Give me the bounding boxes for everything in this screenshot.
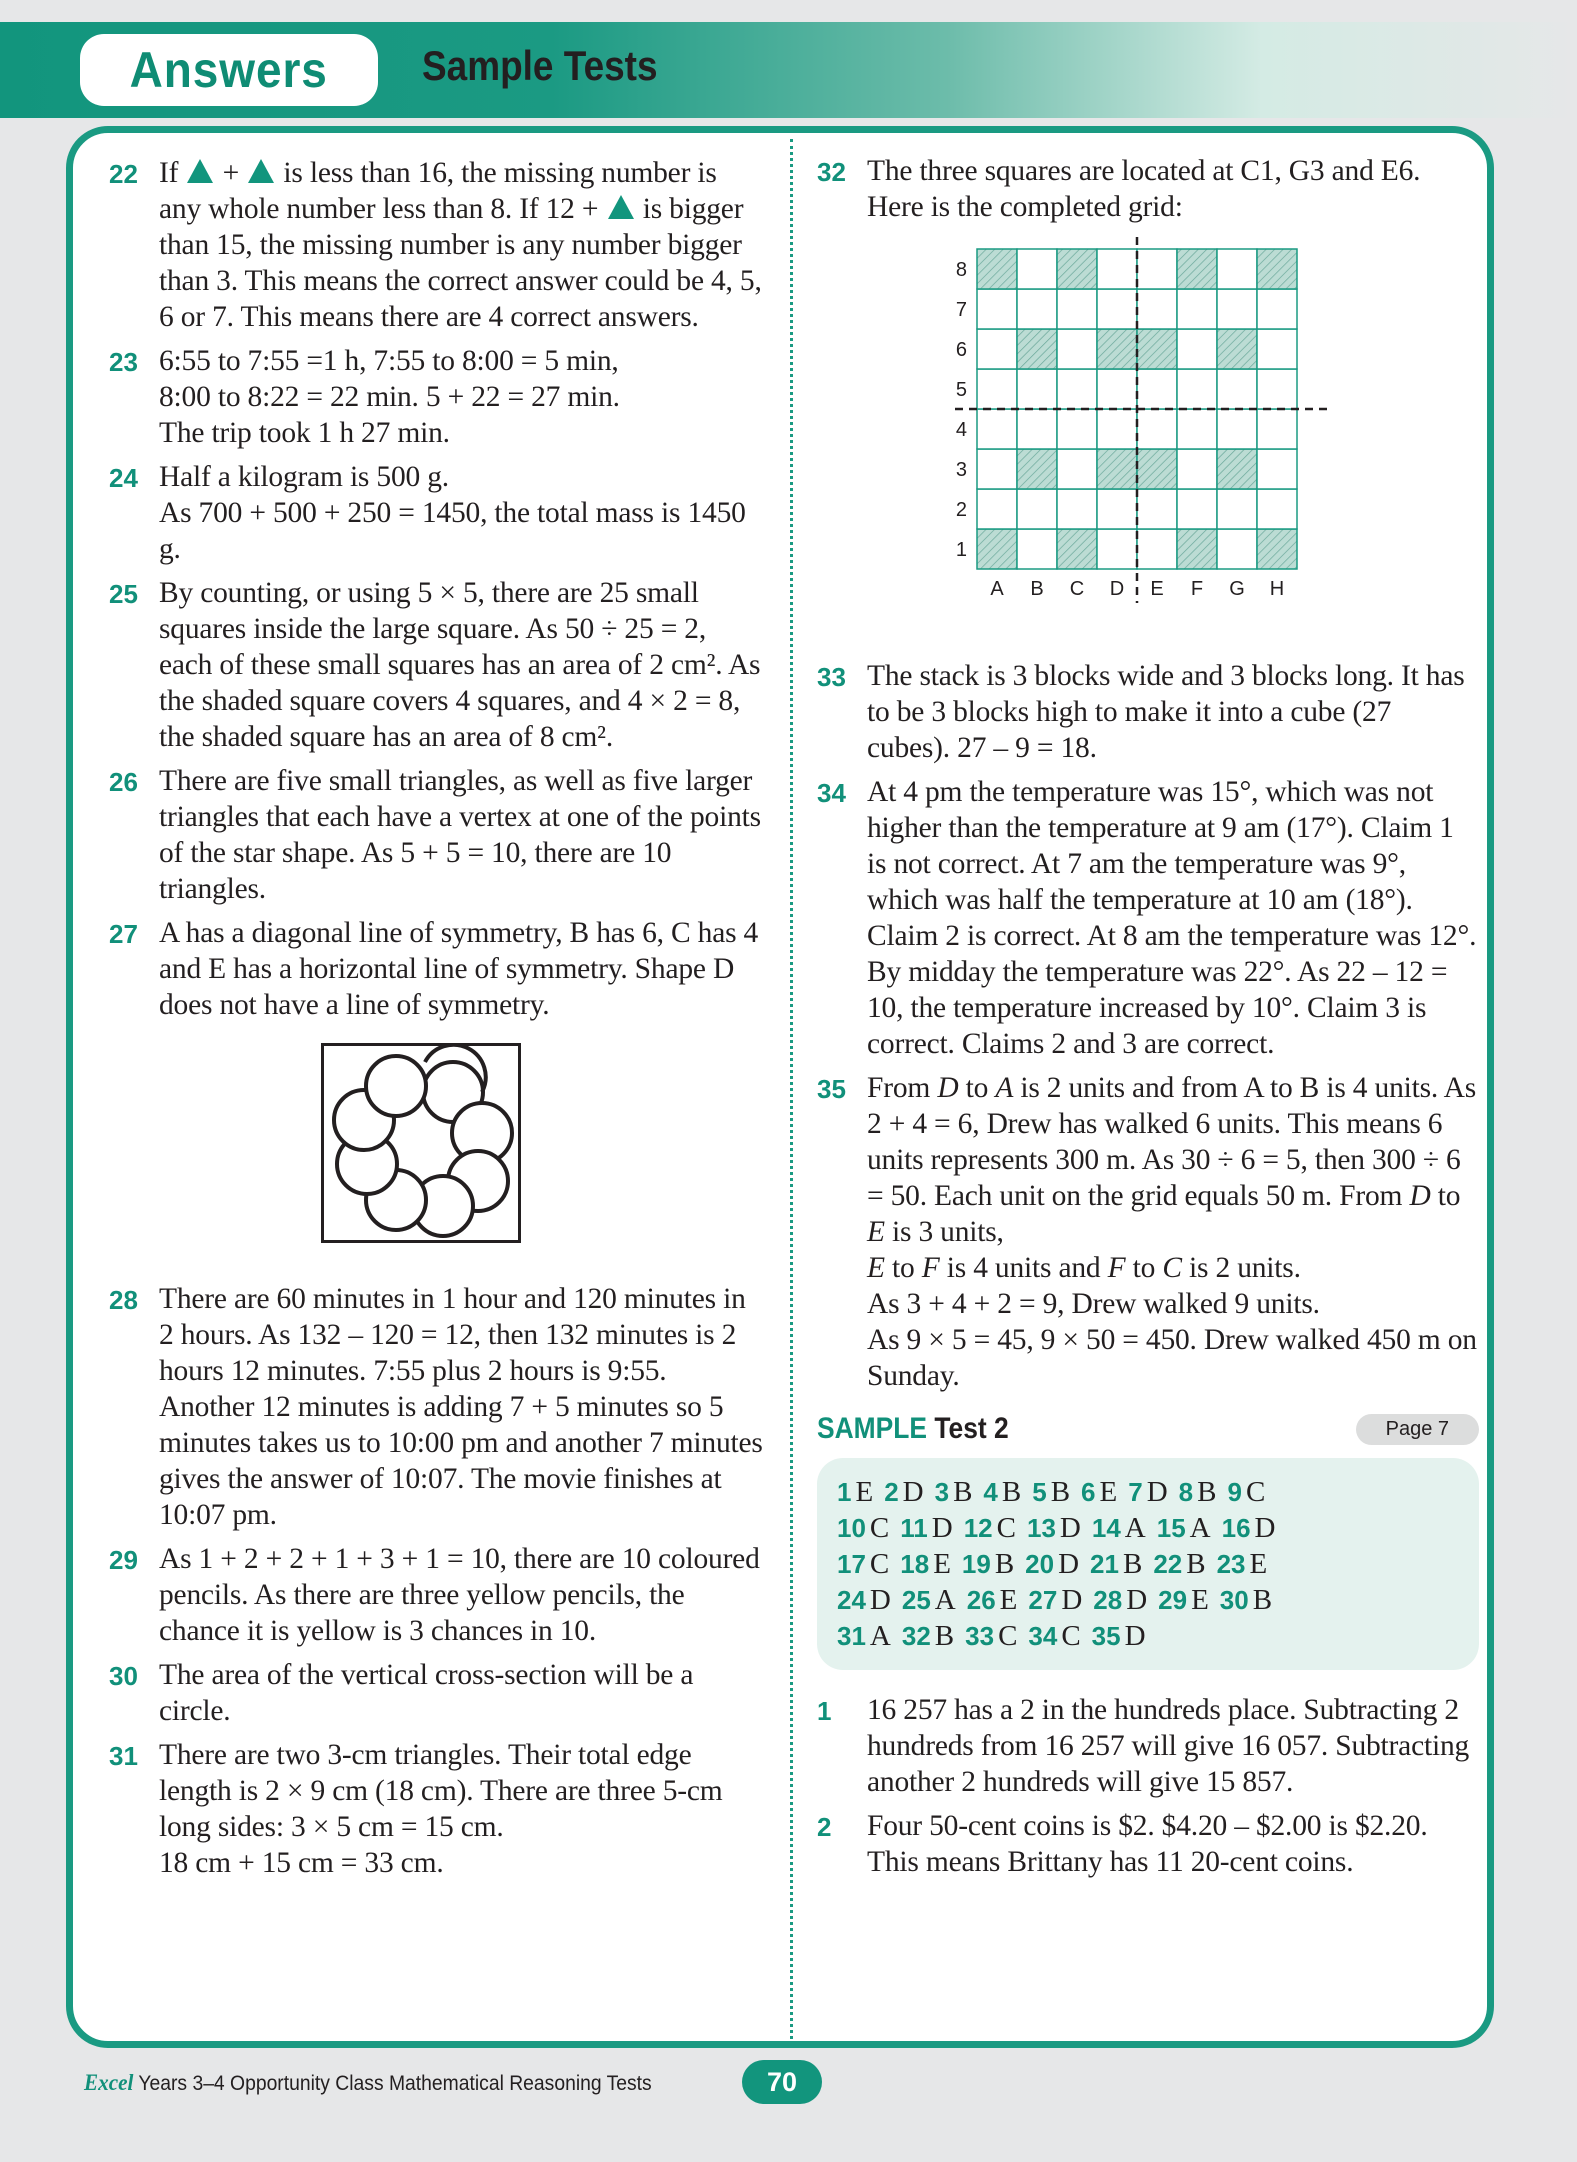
- answer-key-letter: B: [1050, 1476, 1071, 1508]
- answers-tab: [80, 34, 378, 106]
- circles-drawing: [324, 1046, 518, 1240]
- item-number: 32: [817, 157, 846, 187]
- answer-key-entry: [1090, 1548, 1142, 1580]
- grid-cell: [1017, 409, 1057, 449]
- answer-key-entry: [983, 1476, 1021, 1508]
- answer-key-letter: C: [869, 1512, 890, 1544]
- answer-key-number: 11: [900, 1513, 928, 1543]
- answer-key-entry: [837, 1548, 889, 1580]
- grid-cell-shaded: [1057, 249, 1097, 289]
- brand-name: Excel: [84, 2070, 134, 2095]
- answer-key-entry: [1222, 1512, 1276, 1544]
- item-number: 27: [109, 919, 138, 949]
- grid-cell-shaded: [1017, 329, 1057, 369]
- answer-key-number: 6: [1081, 1477, 1096, 1507]
- answer-key-entry: [900, 1512, 952, 1544]
- answer-key-entry: [1093, 1584, 1147, 1616]
- answer-key-number: 9: [1227, 1477, 1242, 1507]
- item-text: By counting, or using 5 × 5, there are 25 small squares inside the large square. As 50 ÷ 25 = 2, each of these small squares has an area of 2 cm². As the shaded square covers 4 squares, and 4 × 2 = 8, the shaded square has an area of 8 cm².: [159, 577, 761, 753]
- answer-key-number: 2: [884, 1477, 899, 1507]
- grid-cell: [1137, 409, 1177, 449]
- sample-test-2-item-1: [817, 1692, 1479, 1800]
- answer-key-row: [837, 1546, 1461, 1582]
- answer-item-28: [109, 1281, 764, 1533]
- answer-key-entry: [1153, 1548, 1205, 1580]
- answer-key-number: 28: [1093, 1585, 1123, 1615]
- grid-cell: [1217, 249, 1257, 289]
- grid-cell: [1257, 289, 1297, 329]
- grid-cell: [1137, 489, 1177, 529]
- answer-key-row: [837, 1618, 1461, 1654]
- answer-item-24: [109, 459, 764, 567]
- answer-key-letter: A: [1189, 1512, 1211, 1544]
- answer-key-number: 25: [901, 1585, 931, 1615]
- grid-cell: [1257, 489, 1297, 529]
- answer-key-letter: A: [869, 1620, 891, 1652]
- answer-item-27: [109, 915, 764, 1023]
- answer-item-33: [817, 658, 1479, 766]
- grid-cell: [1017, 289, 1057, 329]
- grid-cell: [1017, 529, 1057, 569]
- item-number: 30: [109, 1661, 138, 1691]
- answer-key-box: [817, 1458, 1479, 1670]
- grid-row-label: 1: [955, 539, 967, 561]
- grid-cell: [977, 369, 1017, 409]
- grid-cell: [1097, 249, 1137, 289]
- answer-key-letter: E: [933, 1548, 951, 1580]
- grid-cell-shaded: [1177, 249, 1217, 289]
- answer-key-number: 23: [1216, 1549, 1246, 1579]
- item-text: The stack is 3 blocks wide and 3 blocks long. It has to be 3 blocks high to make it into a cube (27 cubes). 27 – 9 = 18.: [867, 660, 1465, 764]
- item-text: There are five small triangles, as well as five larger triangles that each have a vertex at one of the points of the star shape. As 5 + 5 = 10, there are 10 triangles.: [159, 765, 761, 905]
- item-text: As 1 + 2 + 2 + 1 + 3 + 1 = 10, there are 10 coloured pencils. As there are three yellow pencils, the chance it is yellow is 3 chances in 10.: [159, 1543, 760, 1647]
- grid-cell: [1217, 529, 1257, 569]
- answer-key-letter: B: [934, 1620, 955, 1652]
- page-reference-badge: Page 7: [1356, 1414, 1479, 1445]
- grid-row-label: 4: [955, 419, 967, 441]
- grid-cell-shaded: [1257, 249, 1297, 289]
- rotational-circles-figure: [321, 1043, 521, 1243]
- grid-cell: [977, 449, 1017, 489]
- item-text: The area of the vertical cross-section will be a circle.: [159, 1659, 694, 1727]
- grid-column-label: D: [1109, 578, 1125, 600]
- answer-key-entry: [1158, 1584, 1209, 1616]
- answer-key-number: 5: [1032, 1477, 1047, 1507]
- grid-cell: [1137, 249, 1177, 289]
- answer-key-letter: D: [1059, 1512, 1081, 1544]
- item-number: 1: [817, 1696, 832, 1726]
- grid-cell: [1177, 449, 1217, 489]
- item-number: 34: [817, 778, 846, 808]
- answer-item-35: [817, 1070, 1479, 1394]
- grid-cell: [1177, 489, 1217, 529]
- grid-cell-shaded: [1217, 449, 1257, 489]
- answer-key-letter: C: [996, 1512, 1016, 1544]
- grid-cell: [1057, 409, 1097, 449]
- grid-cell: [977, 489, 1017, 529]
- answer-key-number: 15: [1156, 1513, 1186, 1543]
- answer-item-26: [109, 763, 764, 907]
- grid-cell-shaded: [977, 249, 1017, 289]
- answer-key-entry: [965, 1620, 1017, 1652]
- answer-key-entry: [1179, 1476, 1217, 1508]
- answer-key-entry: [837, 1584, 891, 1616]
- page-number: 70: [742, 2060, 822, 2104]
- answers-tab-label: Answers: [129, 42, 329, 98]
- grid-cell-shaded: [1137, 329, 1177, 369]
- answer-key-entry: [1028, 1584, 1082, 1616]
- grid-cell: [1257, 369, 1297, 409]
- answer-key-letter: B: [953, 1476, 973, 1508]
- answer-key-entry: [900, 1548, 951, 1580]
- grid-cell: [1177, 369, 1217, 409]
- grid-cell-shaded: [1257, 529, 1297, 569]
- answer-key-number: 27: [1028, 1585, 1058, 1615]
- grid-row-label: 7: [955, 299, 967, 321]
- answer-item-31: [109, 1737, 764, 1881]
- answer-key-entry: [964, 1512, 1016, 1544]
- answer-key-letter: D: [931, 1512, 953, 1544]
- answer-key-letter: A: [934, 1584, 956, 1616]
- answer-key-letter: D: [869, 1584, 891, 1616]
- answer-key-number: 13: [1026, 1513, 1056, 1543]
- grid-cell: [1257, 449, 1297, 489]
- answer-item-25: [109, 575, 764, 755]
- answer-key-number: 8: [1178, 1477, 1194, 1507]
- answer-key-letter: D: [1126, 1584, 1148, 1616]
- answer-key-letter: E: [1099, 1476, 1118, 1508]
- item-number: 35: [817, 1074, 846, 1104]
- answer-key-number: 30: [1219, 1585, 1249, 1615]
- grid-column-label: G: [1229, 578, 1245, 600]
- grid-row-label: 8: [955, 259, 967, 281]
- answer-key-row: [837, 1510, 1461, 1546]
- item-text: There are 60 minutes in 1 hour and 120 minutes in 2 hours. As 132 – 120 = 12, then 132 minutes is 2 hours 12 minutes. 7:55 plus 2 hours is 9:55. Another 12 minutes is adding 7 + 5 minutes so 5 minutes takes us to 10:00 pm and another 7 minutes gives the answer of 10:07. The movie finishes at 10:07 pm.: [159, 1283, 763, 1531]
- grid-cell: [1097, 529, 1137, 569]
- answer-key-entry: [1025, 1548, 1079, 1580]
- section-title: Sample Tests: [422, 42, 658, 89]
- item-text: 6:55 to 7:55 =1 h, 7:55 to 8:00 = 5 min, 8:00 to 8:22 = 22 min. 5 + 22 = 27 min. The trip took 1 h 27 min.: [159, 345, 620, 449]
- answer-key-letter: C: [1061, 1620, 1081, 1652]
- sample-test-2-item-2: [817, 1808, 1479, 1880]
- triangle-icon: [248, 159, 274, 183]
- grid-cell: [1097, 489, 1137, 529]
- answer-key-entry: [837, 1512, 889, 1544]
- answer-key-number: 34: [1028, 1621, 1058, 1651]
- answer-key-number: 12: [963, 1513, 993, 1543]
- answer-key-letter: B: [1252, 1584, 1273, 1616]
- grid-cell: [1177, 289, 1217, 329]
- grid-column-label: F: [1190, 578, 1204, 600]
- symmetry-grid-figure: [947, 237, 1479, 642]
- answer-key-number: 26: [966, 1585, 996, 1615]
- answer-key-number: 33: [965, 1621, 995, 1651]
- answer-key-entry: [1157, 1512, 1211, 1544]
- grid-cell: [1057, 369, 1097, 409]
- answer-key-entry: [1227, 1476, 1265, 1508]
- item-text: A has a diagonal line of symmetry, B has 6, C has 4 and E has a horizontal line of symmetry. Shape D does not have a line of symmetry.: [159, 917, 759, 1021]
- answer-key-number: 16: [1221, 1513, 1251, 1543]
- answer-key-letter: D: [1061, 1584, 1083, 1616]
- triangle-icon: [187, 159, 213, 183]
- grid-cell-shaded: [1017, 449, 1057, 489]
- grid-cell: [1137, 289, 1177, 329]
- answer-key-letter: B: [1186, 1548, 1206, 1580]
- column-divider: [790, 139, 793, 2039]
- grid-cell: [977, 409, 1017, 449]
- answer-key-entry: [962, 1548, 1014, 1580]
- item-number: 28: [109, 1285, 138, 1315]
- item-text: From D to A is 2 units and from A to B is 4 units. As 2 + 4 = 6, Drew has walked 6 units. This means 6 units represents 300 m. As 30 ÷ 6 = 5, then 300 ÷ 6 = 50. Each unit on the grid equals 50 m. From D to E is 3 units, E to F is 4 units and F to C is 2 units. As 3 + 4 + 2 = 9, Drew walked 9 units. As 9 × 5 = 45, 9 × 50 = 450. Drew walked 450 m on Sunday.: [867, 1072, 1477, 1392]
- grid-cell: [1137, 369, 1177, 409]
- grid-cell-shaded: [1097, 329, 1137, 369]
- item-text: At 4 pm the temperature was 15°, which was not higher than the temperature at 9 am (17°). Claim 1 is not correct. At 7 am the temperature was 9°, which was half the temperature at 10 am (18°). Claim 2 is correct. At 8 am the temperature was 12°. By midday the temperature was 22°. As 22 – 12 = 10, the temperature increased by 10°. Claim 3 is correct. Claims 2 and 3 are correct.: [867, 776, 1477, 1060]
- grid-cell: [1217, 489, 1257, 529]
- answer-key-letter: B: [1001, 1476, 1022, 1508]
- answer-key-row: [837, 1582, 1461, 1618]
- item-text: There are two 3-cm triangles. Their total edge length is 2 × 9 cm (18 cm). There are three 5-cm long sides: 3 × 5 cm = 15 cm. 18 cm + 15 cm = 33 cm.: [159, 1739, 723, 1879]
- item-number: 33: [817, 662, 846, 692]
- answer-key-number: 24: [837, 1585, 866, 1615]
- grid-cell: [1097, 409, 1137, 449]
- answer-key-number: 35: [1091, 1621, 1121, 1651]
- answer-key-letter: D: [902, 1476, 924, 1508]
- answer-key-number: 22: [1153, 1549, 1183, 1579]
- answer-key-entry: [902, 1620, 954, 1652]
- grid-row-label: 3: [955, 459, 967, 481]
- item-number: 29: [109, 1545, 138, 1575]
- grid-cell: [1017, 369, 1057, 409]
- answer-key-number: 31: [837, 1621, 866, 1651]
- answer-key-entry: [884, 1476, 923, 1508]
- answer-key-number: 29: [1158, 1585, 1188, 1615]
- answer-key-entry: [1081, 1476, 1117, 1508]
- footer-text: Years 3–4 Opportunity Class Mathematical Reasoning Tests: [133, 2072, 652, 2095]
- answer-key-number: 7: [1128, 1477, 1143, 1507]
- item-number: 2: [817, 1812, 832, 1842]
- answer-key-letter: B: [1197, 1476, 1217, 1508]
- item-number: 26: [109, 767, 138, 797]
- item-text: Half a kilogram is 500 g. As 700 + 500 + 250 = 1450, the total mass is 1450 g.: [159, 461, 746, 565]
- item-number: 24: [109, 463, 138, 493]
- item-text: 16 257 has a 2 in the hundreds place. Subtracting 2 hundreds from 16 257 will give 16 057. Subtracting another 2 hundreds will give 15 857.: [867, 1694, 1470, 1798]
- grid-cell-shaded: [1137, 449, 1177, 489]
- answer-key-entry: [837, 1620, 891, 1652]
- grid-column-label: H: [1269, 578, 1285, 600]
- answer-key-number: 17: [837, 1549, 866, 1579]
- item-number: 23: [109, 347, 138, 377]
- answer-key-letter: B: [994, 1548, 1015, 1580]
- grid-row-label: 6: [955, 339, 967, 361]
- grid-cell: [1057, 449, 1097, 489]
- grid-cell: [1217, 289, 1257, 329]
- item-text: If + is less than 16, the missing number is any whole number less than 8. If 12 + is bigger than 15, the missing number is any number bigger than 3. This means the correct answer could be 4, 5, 6 or 7. This means there are 4 correct answers.: [159, 157, 762, 333]
- item-text: Four 50-cent coins is $2. $4.20 – $2.00 is $2.20. This means Brittany has 11 20-cent coins.: [867, 1810, 1428, 1878]
- grid-cell: [977, 329, 1017, 369]
- sample-test-2-title: SAMPLE Test 2: [817, 1412, 1009, 1445]
- grid-cell-shaded: [1097, 449, 1137, 489]
- item-text: The three squares are located at C1, G3 and E6. Here is the completed grid:: [867, 155, 1421, 223]
- answer-key-entry: [1217, 1548, 1268, 1580]
- item-number: 25: [109, 579, 138, 609]
- grid-cell: [1257, 329, 1297, 369]
- answer-key-letter: B: [1122, 1548, 1143, 1580]
- answer-item-32: [817, 153, 1479, 225]
- grid-cell: [977, 289, 1017, 329]
- answer-key-entry: [902, 1584, 956, 1616]
- answer-item-34: [817, 774, 1479, 1062]
- grid-cell-shaded: [1057, 529, 1097, 569]
- answer-key-number: 10: [837, 1513, 866, 1543]
- answer-key-entry: [1028, 1620, 1080, 1652]
- answer-key-letter: D: [1254, 1512, 1276, 1544]
- answer-key-letter: E: [1191, 1584, 1209, 1616]
- page-header: [0, 22, 1577, 118]
- grid-row-label: 2: [955, 499, 967, 521]
- item-number: 22: [109, 159, 138, 189]
- page-footer: [84, 2070, 652, 2096]
- answer-key-letter: D: [1124, 1620, 1146, 1652]
- answer-key-entry: [1092, 1620, 1146, 1652]
- answer-item-29: [109, 1541, 764, 1649]
- answer-key-letter: C: [869, 1548, 890, 1580]
- triangle-icon: [608, 195, 634, 219]
- grid-column-label: A: [990, 578, 1004, 600]
- answer-item-30: [109, 1657, 764, 1729]
- grid-cell: [1057, 329, 1097, 369]
- answer-key-letter: C: [998, 1620, 1018, 1652]
- answer-key-entry: [837, 1476, 873, 1508]
- answer-key-letter: E: [1249, 1548, 1268, 1580]
- answer-key-letter: C: [1245, 1476, 1266, 1508]
- grid-cell: [1217, 409, 1257, 449]
- answer-key-letter: A: [1124, 1512, 1146, 1544]
- answer-key-number: 19: [961, 1549, 991, 1579]
- answer-key-number: 4: [983, 1477, 998, 1507]
- grid-cell-shaded: [977, 529, 1017, 569]
- grid-column-label: B: [1030, 578, 1044, 600]
- answer-key-number: 1: [837, 1477, 852, 1507]
- grid-cell: [1017, 489, 1057, 529]
- answer-key-row: [837, 1474, 1461, 1510]
- answer-key-entry: [1027, 1512, 1081, 1544]
- right-column: [817, 153, 1479, 1888]
- grid-cell-shaded: [1177, 529, 1217, 569]
- answer-item-23: [109, 343, 764, 451]
- grid-cell: [1097, 289, 1137, 329]
- answer-key-letter: D: [1058, 1548, 1080, 1580]
- grid-row-label: 5: [955, 379, 967, 401]
- grid-cell: [1137, 529, 1177, 569]
- grid-cell: [1057, 489, 1097, 529]
- answer-key-entry: [1032, 1476, 1070, 1508]
- sample-test-2-header: [817, 1412, 1479, 1446]
- grid-cell: [1177, 329, 1217, 369]
- answer-key-letter: D: [1146, 1476, 1168, 1508]
- grid-cell-shaded: [1217, 329, 1257, 369]
- answer-key-entry: [967, 1584, 1018, 1616]
- grid-drawing: [947, 237, 1347, 637]
- left-column: [109, 155, 764, 1889]
- item-number: 31: [109, 1741, 138, 1771]
- grid-cell: [1097, 369, 1137, 409]
- answer-key-number: 32: [901, 1621, 931, 1651]
- grid-cell: [1057, 289, 1097, 329]
- answer-key-number: 14: [1091, 1513, 1121, 1543]
- answer-key-entry: [935, 1476, 973, 1508]
- answer-key-letter: E: [999, 1584, 1018, 1616]
- answer-key-number: 18: [900, 1549, 930, 1579]
- grid-cell: [1217, 369, 1257, 409]
- answer-key-number: 21: [1090, 1549, 1119, 1579]
- answers-panel: [66, 126, 1494, 2048]
- answer-key-letter: E: [855, 1476, 874, 1508]
- grid-cell: [1257, 409, 1297, 449]
- answer-key-number: 20: [1025, 1549, 1055, 1579]
- answer-key-entry: [1220, 1584, 1272, 1616]
- answer-item-22: [109, 155, 764, 335]
- grid-cell: [1017, 249, 1057, 289]
- answer-key-entry: [1092, 1512, 1146, 1544]
- answer-key-number: 3: [934, 1477, 950, 1507]
- grid-column-label: E: [1150, 578, 1164, 600]
- grid-column-label: C: [1069, 578, 1085, 600]
- answer-key-entry: [1128, 1476, 1167, 1508]
- grid-cell: [1177, 409, 1217, 449]
